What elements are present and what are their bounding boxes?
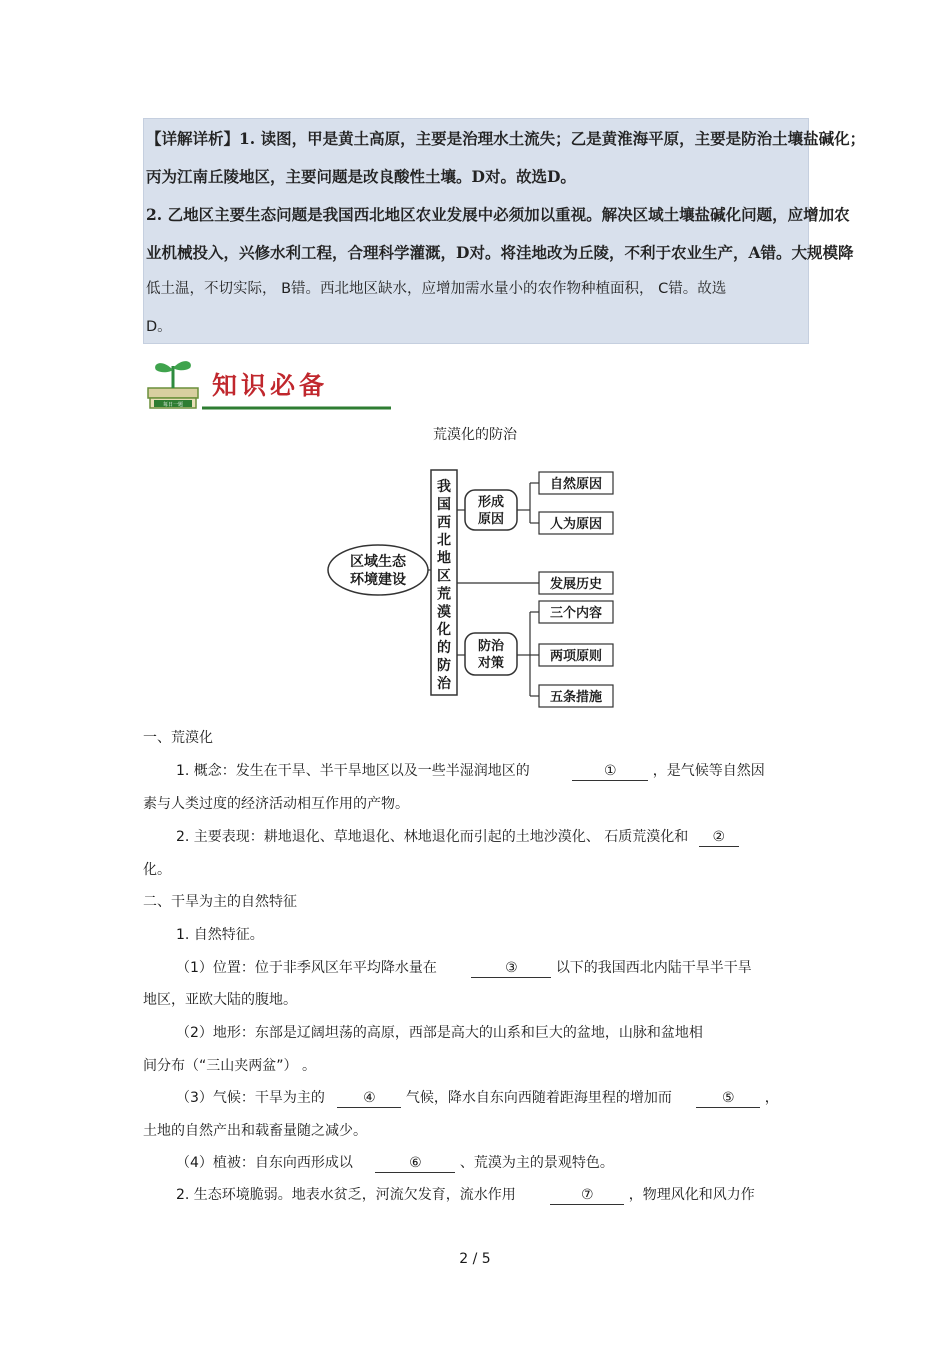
text: ，物理风化和风力作 <box>628 1187 755 1203</box>
concept-diagram <box>320 460 630 715</box>
explanation-line: 2. 乙地区主要生态问题是我国西北地区农业发展中必须加以重视。解决区域土壤盐碱化问题，应增加农 <box>146 205 850 224</box>
text: ， <box>764 1090 779 1106</box>
text: （3）气候：干旱为主的 <box>176 1090 325 1106</box>
blank-1: ① <box>572 762 648 781</box>
text: 气候，降水自东向西随着距海里程的增加而 <box>405 1090 672 1106</box>
badge-title: 知识必备 <box>212 371 329 400</box>
main-topic-char: 区 <box>437 568 451 585</box>
main-topic-char: 治 <box>437 675 451 692</box>
leaf-text: 三个内容 <box>549 606 603 621</box>
leaf-text: 人为原因 <box>549 517 603 532</box>
paragraph-continuation: 素与人类过度的经济活动相互作用的产物。 <box>143 796 409 812</box>
page-number: 2 / 5 <box>459 1251 491 1267</box>
blank-2: ② <box>699 828 739 847</box>
text: 1. 概念：发生在干旱、半干旱地区以及一些半湿润地区的 <box>176 763 530 779</box>
branch3-text-2: 对策 <box>477 656 505 671</box>
paragraph <box>176 958 752 978</box>
main-topic-char: 防 <box>437 658 451 674</box>
explanation-line: 业机械投入，兴修水利工程，合理科学灌溉，D对。将洼地改为丘陵，不利于农业生产，A错。大规模降 <box>146 243 854 262</box>
explanation-line: 【详解详析】1. 读图，甲是黄土高原，主要是治理水土流失；乙是黄淮海平原，主要是防治土壤盐碱化； <box>146 129 866 148</box>
text: （4）植被：自东向西形成以 <box>176 1155 353 1171</box>
text: ，是气候等自然因 <box>652 763 765 779</box>
explanation-line: 丙为江南丘陵地区，主要问题是改良酸性土壤。D对。故选D。 <box>146 167 576 186</box>
main-topic-char: 化 <box>437 622 451 639</box>
paragraph-continuation: 间分布（“三山夹两盆”） 。 <box>143 1058 316 1074</box>
leaf-text: 发展历史 <box>549 577 603 592</box>
paragraph <box>176 761 765 781</box>
paragraph <box>176 1088 779 1108</box>
main-topic-char: 西 <box>437 514 451 531</box>
root-text-1: 区域生态 <box>350 554 406 570</box>
main-topic-char: 荒 <box>437 586 451 603</box>
paragraph-continuation: 地区，亚欧大陆的腹地。 <box>143 992 297 1008</box>
badge-small-text: 每日一题 <box>162 402 184 408</box>
branch1-text-2: 原因 <box>477 512 505 527</box>
main-topic-char: 国 <box>437 496 451 513</box>
paragraph <box>176 827 739 847</box>
text: 以下的我国西北内陆干旱半干旱 <box>555 960 752 976</box>
blank-3: ③ <box>471 959 551 978</box>
text: 2. 主要表现：耕地退化、草地退化、林地退化而引起的土地沙漠化、 石质荒漠化和 <box>176 829 689 845</box>
branch3-text-1: 防治 <box>477 639 505 654</box>
paragraph-continuation: 土地的自然产出和载畜量随之减少。 <box>143 1123 367 1139</box>
blank-4: ④ <box>337 1089 401 1108</box>
section-heading: 一、荒漠化 <box>143 730 213 746</box>
blank-6: ⑥ <box>375 1154 455 1173</box>
leaf-text: 自然原因 <box>549 477 603 492</box>
text: 2. 生态环境脆弱。地表水贫乏，河流欠发育，流水作用 <box>176 1187 516 1203</box>
paragraph <box>176 1153 614 1173</box>
paragraph: 1. 自然特征。 <box>176 927 264 943</box>
main-topic-char: 北 <box>437 532 451 549</box>
text: 、荒漠为主的景观特色。 <box>459 1155 614 1171</box>
explanation-line: 低土温，不切实际， B错。西北地区缺水，应增加需水量小的农作物种植面积， C错。故选 <box>146 281 727 297</box>
root-text-2: 环境建设 <box>350 572 406 588</box>
knowledge-badge <box>146 348 396 412</box>
main-topic-char: 漠 <box>437 604 451 621</box>
paragraph <box>176 1185 755 1205</box>
explanation-box <box>143 118 866 344</box>
branch1-text-1: 形成 <box>477 495 505 510</box>
main-topic-char: 的 <box>437 640 451 657</box>
paragraph-continuation: 化。 <box>143 862 171 878</box>
leaf-text: 五条措施 <box>549 690 603 705</box>
main-topic-text <box>436 479 452 692</box>
paragraph: （2）地形：东部是辽阔坦荡的高原，西部是高大的山系和巨大的盆地，山脉和盆地相 <box>176 1025 703 1041</box>
section-heading: 二、干旱为主的自然特征 <box>143 894 297 910</box>
explanation-line: D。 <box>146 319 172 335</box>
leaf-text: 两项原则 <box>549 649 603 664</box>
blank-5: ⑤ <box>696 1089 760 1108</box>
main-topic-char: 地 <box>437 550 451 567</box>
diagram-title: 荒漠化的防治 <box>433 427 517 443</box>
main-topic-char: 我 <box>437 479 451 495</box>
blank-7: ⑦ <box>550 1186 624 1205</box>
text: （1）位置：位于非季风区年平均降水量在 <box>176 960 437 976</box>
